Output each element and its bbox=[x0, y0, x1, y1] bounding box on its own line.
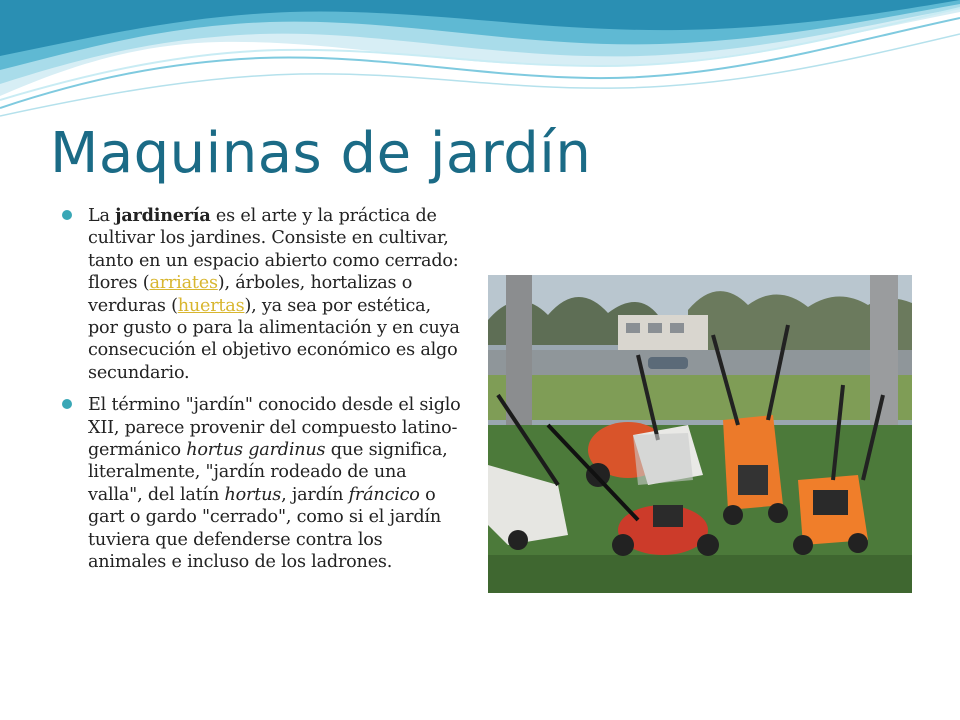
text-segment: La bbox=[88, 206, 116, 226]
italic-term: hortus bbox=[224, 484, 282, 505]
bold-term: jardinería bbox=[115, 205, 211, 226]
bullet-dot-icon bbox=[62, 210, 72, 220]
text-segment: ), ya sea por estética, por gusto o para la alimentación y en cuya consecución el objetivo económico es algo secundario. bbox=[88, 295, 460, 383]
body-text bbox=[60, 205, 465, 584]
lawnmowers-illustration bbox=[488, 275, 912, 593]
text-segment: El término "jardín" conocido desde el siglo XII, parece provenir del compuesto latino-germánico bbox=[88, 395, 461, 461]
bullet-dot-icon bbox=[62, 399, 72, 409]
bullet-paragraph-1 bbox=[60, 205, 465, 384]
italic-term: fráncico bbox=[348, 484, 420, 505]
italic-term: hortus gardinus bbox=[186, 440, 326, 461]
text-segment: es el arte y la práctica de cultivar los jardines. Consiste en cultivar, tanto en un espacio abierto como cerrado: flores ( bbox=[88, 206, 459, 294]
link-arriates[interactable]: arriates bbox=[149, 273, 218, 294]
link-huertas[interactable]: huertas bbox=[177, 295, 245, 316]
slide-title: Maquinas de jardín bbox=[50, 121, 592, 186]
text-segment: que significa, literalmente, "jardín rodeado de una valla", del latín bbox=[88, 440, 448, 505]
lawnmowers-photo bbox=[488, 275, 912, 593]
text-segment: , jardín bbox=[281, 484, 349, 505]
bullet-paragraph-2 bbox=[60, 394, 465, 573]
header-wave-decoration bbox=[0, 0, 960, 120]
text-segment: o gart o gardo "cerrado", como si el jardín tuviera que defenderse contra los animales e incluso de los ladrones. bbox=[88, 484, 441, 573]
text-segment: ), árboles, hortalizas o verduras ( bbox=[88, 273, 413, 316]
